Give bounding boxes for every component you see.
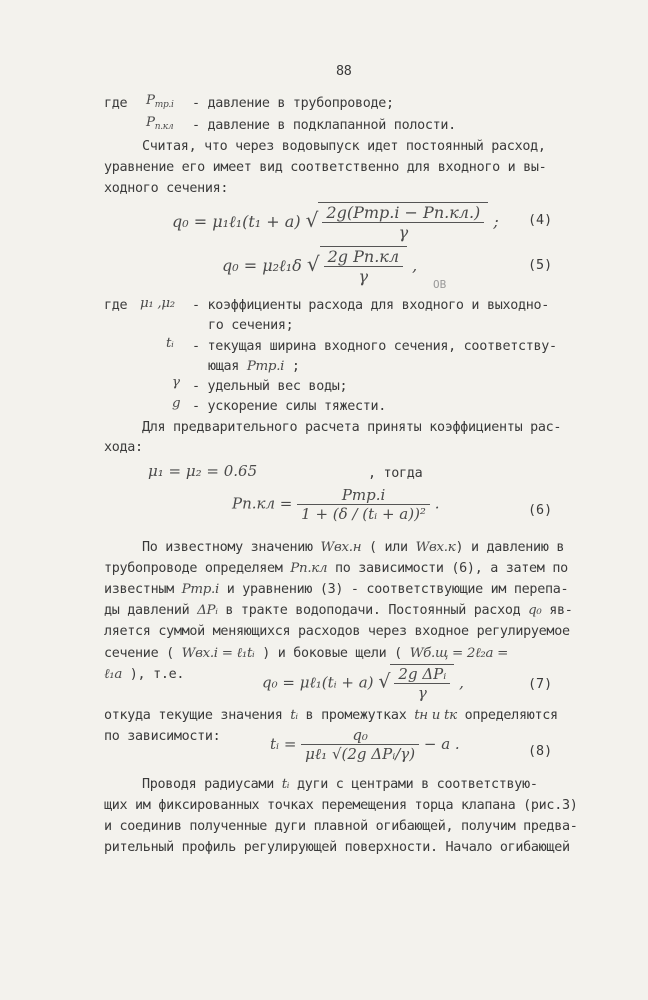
definition-t-1: - текущая ширина входного сечения, соответству- <box>192 339 557 354</box>
symbol-gamma: γ <box>172 375 180 390</box>
paragraph-1-line-1: Считая, что через водовыпуск идет постоянный расход, <box>142 139 546 154</box>
symbol-t: tᵢ <box>166 336 174 351</box>
mu-values: μ₁ = μ₂ = 0.65 <box>148 462 258 480</box>
equation-7-label: (7) <box>528 677 553 692</box>
where-label-2: где <box>104 298 128 313</box>
where-label: где <box>104 96 128 111</box>
paragraph-2-line-2: хода: <box>104 440 143 455</box>
definition-g: - ускорение силы тяжести. <box>192 399 387 414</box>
paragraph-3-line-3: известным Pтр.i и уравнению (3) - соответствующие им перепа- <box>104 582 569 597</box>
equation-8: tᵢ = $\frac{\text{q₀}}{\text{μℓ₁ √(2g ΔPᵢ/γ)}}$ − a . <box>270 726 460 763</box>
paragraph-4-line-1: откуда текущие значения tᵢ в промежутках tн u tк определяются <box>104 708 558 723</box>
paragraph-1-line-3: ходного сечения: <box>104 181 229 196</box>
margin-mark: ОВ <box>433 278 447 291</box>
paragraph-5-line-4: рительный профиль регулирующей поверхности. Начало огибающей <box>104 840 570 855</box>
equation-5-label: (5) <box>528 258 553 273</box>
equation-7: q₀ = μℓ₁(tᵢ + a) √ $\frac{\text{2g ΔPᵢ}}{\gamma}$ , <box>262 665 464 702</box>
definition-p-pkl: - давление в подклапанной полости. <box>192 118 456 133</box>
page-number: 88 <box>336 64 352 79</box>
definition-gamma: - удельный вес воды; <box>192 379 348 394</box>
definition-mu-2: го сечения; <box>208 318 294 333</box>
definition-p-tr: - давление в трубопроводе; <box>192 96 394 111</box>
paragraph-3-line-7: ℓ₁a ), т.е. <box>104 667 185 682</box>
paragraph-3-line-5: ляется суммой меняющихся расходов через входное регулируемое <box>104 624 570 639</box>
definition-mu-1: - коэффициенты расхода для входного и выходно- <box>192 298 550 313</box>
paragraph-5-line-1: Проводя радиусами tᵢ дуги с центрами в соответствую- <box>142 777 538 792</box>
paragraph-1-line-2: уравнение его имеет вид соответственно для входного и вы- <box>104 160 547 175</box>
equation-6: Pп.кл = $\frac{\text{Pтр.i}}{\text{1 + (δ / (tᵢ + a))²}}$ . <box>232 486 440 523</box>
symbol-p-tr: $P_{тр.i}$ <box>146 93 174 110</box>
paragraph-3-line-4: ды давлений ΔPᵢ в тракте водоподачи. Постоянный расход q₀ яв- <box>104 603 573 618</box>
equation-5: q₀ = μ₂ℓ₁δ √ $\frac{\text{2g Pп.кл}}{\gamma}$ , <box>222 247 418 286</box>
paragraph-5-line-2: щих им фиксированных точках перемещения торца клапана (рис.3) <box>104 798 578 813</box>
equation-4: q₀ = μ₁ℓ₁(t₁ + a) √ $\frac{\text{2g(Pтр.i − Pп.кл.)}}{\gamma}$ ; <box>172 203 499 242</box>
equation-6-label: (6) <box>528 503 553 518</box>
paragraph-5-line-3: и соединив полученные дуги плавной огибающей, получим предва- <box>104 819 578 834</box>
definition-t-2: ющая Pтр.i ; <box>208 359 300 374</box>
paragraph-3-line-2: трубопроводе определяем Pп.кл по зависимости (6), а затем по <box>104 561 568 576</box>
paragraph-2-line-1: Для предварительного расчета приняты коэффициенты рас- <box>142 420 562 435</box>
equation-4-label: (4) <box>528 213 553 228</box>
symbol-p-pkl: $P_{п.кл}$ <box>146 115 174 132</box>
symbol-mu: μ₁ ,μ₂ <box>140 296 175 311</box>
equation-8-label: (8) <box>528 744 553 759</box>
then-label: , тогда <box>368 466 423 481</box>
paragraph-4-line-2: по зависимости: <box>104 729 221 744</box>
paragraph-3-line-1: По известному значению Wвх.н ( или Wвх.к) и давлению в <box>142 540 565 555</box>
symbol-g: g <box>172 396 181 411</box>
paragraph-3-line-6: сечение ( Wвх.i = ℓ₁tᵢ ) и боковые щели ( Wб.щ = 2ℓ₂a = <box>104 646 509 661</box>
